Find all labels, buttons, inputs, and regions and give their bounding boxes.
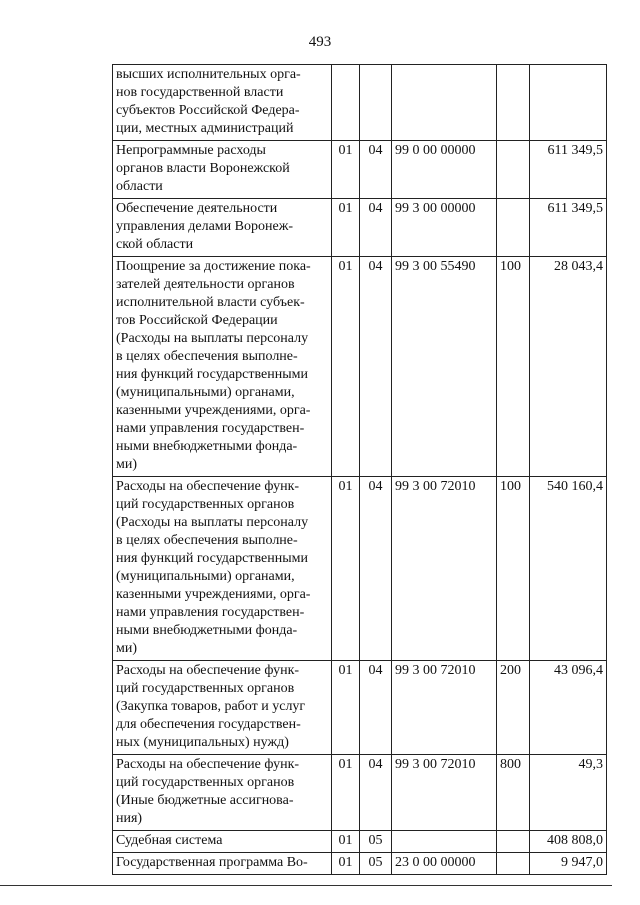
amount-cell: 49,3 [530,755,607,831]
item-name-line: ций государственных органов [116,681,295,696]
item-name-line: ции, местных администраций [116,121,294,136]
subsection-code-cell: 04 [360,755,392,831]
item-name-line: исполнительной власти субъек- [116,295,305,310]
expense-type-cell [497,831,530,853]
subsection-code-cell: 04 [360,477,392,661]
item-name-line: (Расходы на выплаты персоналу [116,331,309,346]
target-article-cell: 99 3 00 72010 [392,661,497,755]
expense-type-cell: 800 [497,755,530,831]
item-name-line: казенными учреждениями, орга- [116,403,311,418]
item-name-line: ций государственных органов [116,497,295,512]
target-article-cell: 99 3 00 55490 [392,257,497,477]
section-code-cell: 01 [332,853,360,875]
table-row [113,831,607,853]
item-name-cell [113,831,332,853]
section-code-cell: 01 [332,831,360,853]
item-name-cell [113,755,332,831]
item-name-line: ми) [116,457,138,472]
item-name-line: Обеспечение деятельности [116,201,278,216]
item-name-line: ных (муниципальных) нужд) [116,735,289,750]
table-row [113,141,607,199]
expense-type-cell [497,65,530,141]
item-name-line: нами управления государствен- [116,605,305,620]
target-article-cell [392,831,497,853]
item-name-line: нами управления государствен- [116,421,305,436]
item-name-line: тов Российской Федерации [116,313,278,328]
item-name-line: (муниципальными) органами, [116,385,295,400]
item-name-line: ния функций государственными [116,551,308,566]
item-name-line: нов государственной власти [116,85,284,100]
budget-table-body [113,65,607,875]
amount-cell: 28 043,4 [530,257,607,477]
table-row [113,65,607,141]
budget-table [112,64,607,875]
amount-cell: 408 808,0 [530,831,607,853]
item-name-line: (Закупка товаров, работ и услуг [116,699,306,714]
target-article-cell: 23 0 00 00000 [392,853,497,875]
section-code-cell: 01 [332,141,360,199]
footer-divider [0,885,612,886]
item-name-line: Расходы на обеспечение функ- [116,757,300,772]
subsection-code-cell: 05 [360,853,392,875]
subsection-code-cell: 04 [360,257,392,477]
table-row [113,661,607,755]
target-article-cell [392,65,497,141]
item-name-cell [113,661,332,755]
subsection-code-cell: 04 [360,661,392,755]
target-article-cell: 99 3 00 00000 [392,199,497,257]
item-name-line: субъектов Российской Федера- [116,103,300,118]
item-name-line: (муниципальными) органами, [116,569,295,584]
item-name-line: ными внебюджетными фонда- [116,439,298,454]
item-name-line: ций государственных органов [116,775,295,790]
item-name-line: Расходы на обеспечение функ- [116,663,300,678]
item-name-line: (Расходы на выплаты персоналу [116,515,309,530]
item-name-cell [113,477,332,661]
expense-type-cell [497,853,530,875]
table-row [113,477,607,661]
subsection-code-cell: 05 [360,831,392,853]
item-name-line: ными внебюджетными фонда- [116,623,298,638]
item-name-line: высших исполнительных орга- [116,67,301,82]
item-name-line: (Иные бюджетные ассигнова- [116,793,294,808]
section-code-cell: 01 [332,755,360,831]
expense-type-cell: 100 [497,257,530,477]
amount-cell [530,65,607,141]
amount-cell: 540 160,4 [530,477,607,661]
item-name-line: области [116,179,163,194]
item-name-line: Судебная система [116,833,223,848]
item-name-line: Расходы на обеспечение функ- [116,479,300,494]
item-name-cell [113,141,332,199]
section-code-cell: 01 [332,257,360,477]
item-name-cell [113,199,332,257]
item-name-line: органов власти Воронежской [116,161,290,176]
table-row [113,755,607,831]
expense-type-cell: 100 [497,477,530,661]
item-name-line: управления делами Воронеж- [116,219,294,234]
amount-cell: 9 947,0 [530,853,607,875]
item-name-line: Непрограммные расходы [116,143,266,158]
item-name-line: казенными учреждениями, орга- [116,587,311,602]
item-name-line: зателей деятельности органов [116,277,295,292]
section-code-cell [332,65,360,141]
item-name-line: ской области [116,237,194,252]
amount-cell: 611 349,5 [530,199,607,257]
item-name-line: ми) [116,641,138,656]
amount-cell: 43 096,4 [530,661,607,755]
section-code-cell: 01 [332,661,360,755]
item-name-cell [113,257,332,477]
expense-type-cell: 200 [497,661,530,755]
item-name-cell [113,65,332,141]
item-name-line: Государственная программа Во- [116,855,308,870]
target-article-cell: 99 3 00 72010 [392,755,497,831]
table-row [113,199,607,257]
target-article-cell: 99 0 00 00000 [392,141,497,199]
expense-type-cell [497,199,530,257]
item-name-line: Поощрение за достижение пока- [116,259,311,274]
subsection-code-cell [360,65,392,141]
table-row [113,257,607,477]
item-name-line: в целях обеспечения выполне- [116,533,298,548]
section-code-cell: 01 [332,199,360,257]
amount-cell: 611 349,5 [530,141,607,199]
item-name-line: ния функций государственными [116,367,308,382]
target-article-cell: 99 3 00 72010 [392,477,497,661]
item-name-cell [113,853,332,875]
table-row [113,853,607,875]
item-name-line: для обеспечения государствен- [116,717,301,732]
expense-type-cell [497,141,530,199]
page-number: 493 [308,34,332,50]
subsection-code-cell: 04 [360,199,392,257]
item-name-line: в целях обеспечения выполне- [116,349,298,364]
subsection-code-cell: 04 [360,141,392,199]
section-code-cell: 01 [332,477,360,661]
item-name-line: ния) [116,811,143,826]
